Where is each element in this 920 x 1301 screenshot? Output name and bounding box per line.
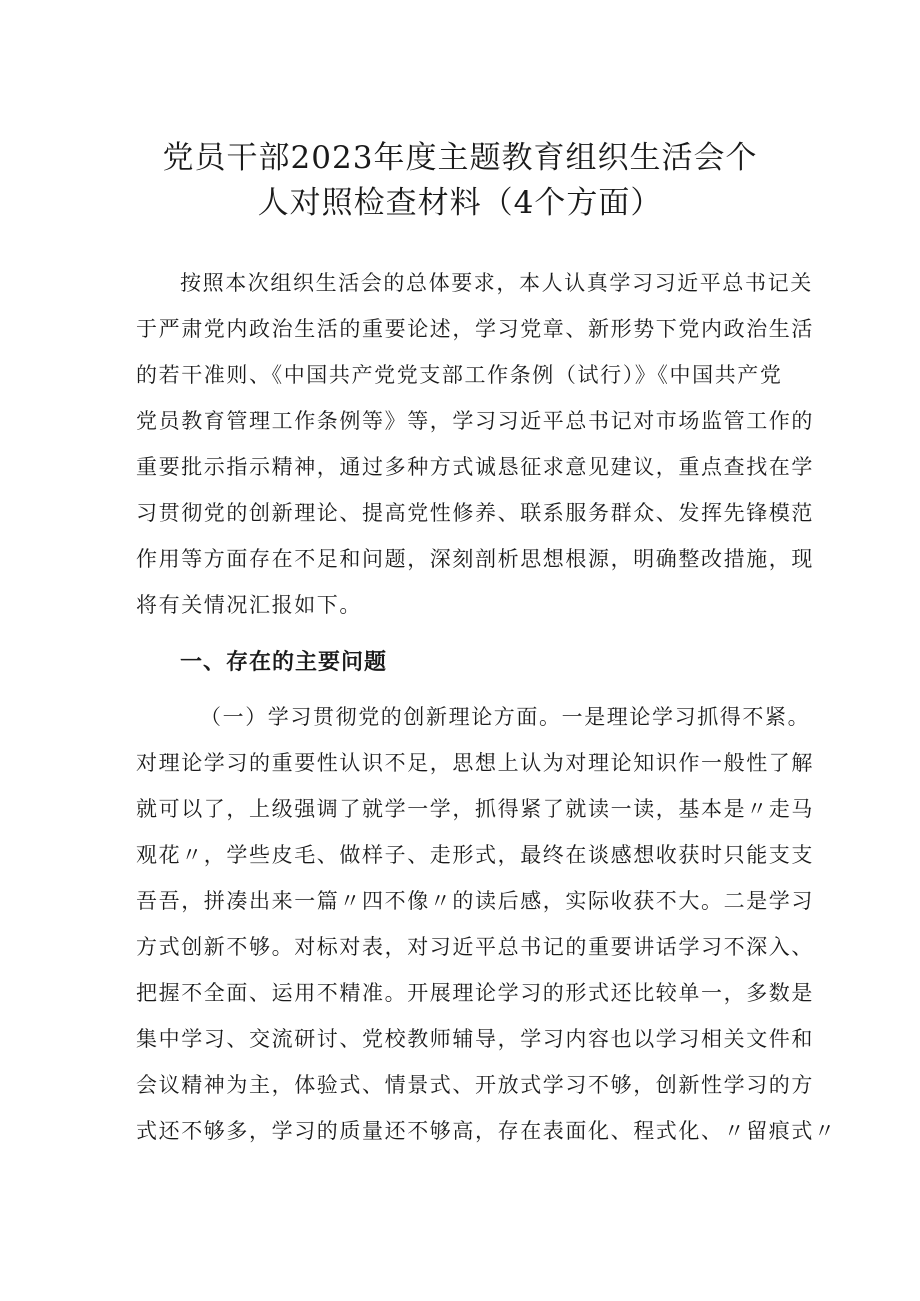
section-heading: 一、存在的主要问题	[180, 650, 388, 675]
section-line: （一）学习贯彻党的创新理论方面。一是理论学习抓得不紧。	[200, 705, 811, 729]
section-line: 集中学习、交流研讨、党校教师辅导，学习内容也以学习相关文件和	[136, 1027, 814, 1051]
intro-line: 按照本次组织生活会的总体要求，本人认真学习习近平总书记关	[180, 271, 813, 295]
intro-line: 作用等方面存在不足和问题，深刻剖析思想根源，明确整改措施，现	[136, 547, 814, 571]
intro-line: 的若干准则、《中国共产党党支部工作条例（试行）》《中国共产党	[136, 363, 783, 387]
intro-line: 将有关情况汇报如下。	[136, 593, 362, 617]
section-line: 方式创新不够。对标对表，对习近平总书记的重要讲话学习不深入、	[136, 935, 814, 959]
intro-line: 重要批示指示精神，通过多种方式诚恳征求意见建议，重点查找在学	[136, 455, 814, 479]
section-line: 对理论学习的重要性认识不足，思想上认为对理论知识作一般性了解	[136, 751, 814, 775]
section-line: 把握不全面、运用不精准。开展理论学习的形式还比较单一，多数是	[136, 981, 814, 1005]
section-line: 会议精神为主，体验式、情景式、开放式学习不够，创新性学习的方	[136, 1073, 814, 1097]
intro-line: 习贯彻党的创新理论、提高党性修养、联系服务群众、发挥先锋模范	[136, 501, 814, 525]
section-line: 观花〃，学些皮毛、做样子、走形式，最终在谈感想收获时只能支支	[136, 843, 814, 867]
intro-line: 于严肃党内政治生活的重要论述，学习党章、新形势下党内政治生活	[136, 317, 814, 341]
section-line: 式还不够多，学习的质量还不够高，存在表面化、程式化、〃留痕式〃	[136, 1119, 837, 1143]
title-line-1: 党员干部2023年度主题教育组织生活会个	[162, 140, 758, 176]
document-title	[140, 136, 780, 226]
section-line: 就可以了，上级强调了就学一学，抓得紧了就读一读，基本是〃走马	[136, 797, 814, 821]
intro-line: 党员教育管理工作条例等》等，学习习近平总书记对市场监管工作的	[136, 409, 814, 433]
title-line-2: 人对照检查材料（4个方面）	[257, 185, 663, 221]
section-line: 吾吾，拼凑出来一篇〃四不像〃的读后感，实际收获不大。二是学习	[136, 889, 814, 913]
